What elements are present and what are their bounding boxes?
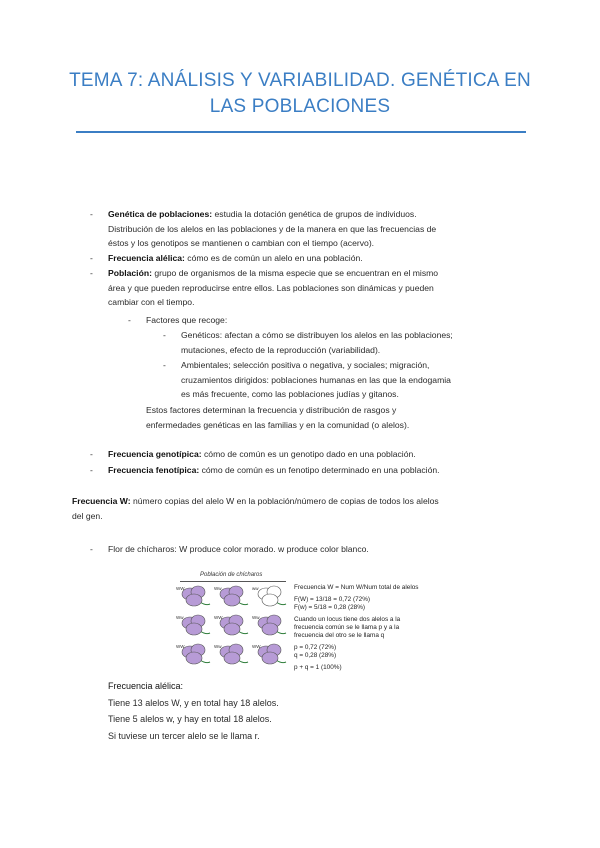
item-poblacion	[108, 266, 528, 310]
term-frec-alelica: Frecuencia alélica:	[108, 253, 185, 263]
figure-text-line: Cuando un locus tiene dos alelos a la	[294, 616, 401, 623]
figure-text-line: F(W) = 13/18 = 0,72 (72%)	[294, 596, 371, 603]
item-geneticos	[181, 328, 531, 357]
genotype-label: ww	[252, 586, 259, 591]
text-ambientales-1: Ambientales; selección positiva o negativa, y sociales; migración,	[181, 360, 430, 370]
bullet-dash: -	[90, 209, 93, 219]
text-determinan-2: enfermedades genéticas en las familias y en la comunidad (o alelos).	[146, 419, 410, 430]
term-poblacion: Población:	[108, 268, 152, 278]
figure-text-line: q = 0,28 (28%)	[294, 652, 337, 659]
pea-flower	[176, 615, 210, 635]
flower-petal	[186, 652, 202, 664]
item-frec-w	[72, 494, 532, 523]
text-frec-fenotipica: cómo de común es un fenotipo determinado en una población.	[199, 465, 440, 475]
text-genetica-1: estudia la dotación genética de grupos de individuos.	[212, 209, 417, 219]
bullet-dash: -	[90, 449, 93, 459]
pea-flower	[214, 615, 248, 635]
figure-text-line: frecuencia del otro se le llama q	[294, 632, 385, 639]
flower-grid	[174, 582, 292, 672]
text-frec-w-1: número copias del alelo W en la población/número de copias de todos los alelos	[130, 496, 439, 506]
pea-flower	[176, 586, 210, 606]
figure-caption: Población de chícharos	[200, 572, 263, 578]
text-frec-w-2: del gen.	[72, 510, 103, 521]
example-line-3: Si tuviese un tercer alelo se le llama r.	[108, 730, 260, 741]
example-block	[108, 678, 279, 744]
text-frec-genotipica: cómo de común es un genotipo dado en una población.	[201, 449, 416, 459]
item-frec-genotipica	[108, 447, 416, 462]
genotype-label: WW	[214, 615, 223, 620]
pea-flower	[214, 644, 248, 664]
bullet-dash: -	[90, 253, 93, 263]
item-genetica	[108, 207, 528, 251]
genotype-label: Ww	[214, 586, 222, 591]
flower-petal	[224, 652, 240, 664]
figure-text-line: p = 0,72 (72%)	[294, 644, 337, 651]
figure-text-line: p + q = 1 (100%)	[294, 664, 342, 671]
bullet-dash: -	[163, 330, 166, 340]
flower-petal	[224, 623, 240, 635]
flower-petal	[186, 623, 202, 635]
genotype-label: WW	[176, 586, 185, 591]
bullet-dash: -	[90, 465, 93, 475]
pea-flower	[252, 644, 286, 664]
text-poblacion-1: grupo de organismos de la misma especie que se encuentran en el mismo	[151, 268, 439, 278]
flower-petal	[262, 594, 278, 606]
text-genetica-2: Distribución de los alelos en las poblaciones y de la manera en que las frecuencias de	[108, 223, 437, 234]
title-line-2: LAS POBLACIONES	[209, 96, 391, 117]
title-line-1: TEMA 7: ANÁLISIS Y VARIABILIDAD. GENÉTICA EN	[69, 70, 531, 91]
term-frec-fenotipica: Frecuencia fenotípica:	[108, 465, 200, 475]
text-geneticos-1: Genéticos: afectan a cómo se distribuyen los alelos en las poblaciones;	[181, 330, 453, 340]
term-frec-genotipica: Frecuencia genotípica:	[108, 449, 202, 459]
figure-text-line: Frecuencia W = Num W/Num total de alelos	[294, 584, 419, 591]
figure-text-line: F(w) = 5/18 = 0,28 (28%)	[294, 604, 366, 611]
figure-text	[294, 584, 418, 672]
pea-flower-figure	[172, 568, 440, 671]
bullet-dash: -	[128, 315, 131, 325]
term-frec-w: Frecuencia W:	[72, 496, 131, 506]
text-geneticos-2: mutaciones, efecto de la reproducción (variabilidad).	[181, 344, 381, 355]
pea-flower	[252, 586, 286, 606]
text-genetica-3: éstos y los genotipos se mantienen o cambian con el tiempo (acervo).	[108, 238, 375, 249]
page-title	[60, 68, 540, 120]
item-frec-fenotipica	[108, 463, 440, 478]
genotype-label: Ww	[176, 615, 184, 620]
item-frec-alelica	[108, 251, 363, 266]
genotype-label: Ww	[252, 615, 260, 620]
text-poblacion-3: cambiar con el tiempo.	[108, 297, 195, 308]
term-genetica: Genética de poblaciones:	[108, 209, 213, 219]
text-ambientales-3: es más frecuente, como las poblaciones judías y gitanos.	[181, 389, 399, 400]
genotype-label: WW	[252, 644, 261, 649]
pea-flower	[176, 644, 210, 664]
example-heading: Frecuencia alélica:	[108, 681, 184, 691]
flower-petal	[262, 623, 278, 635]
bullet-dash: -	[163, 360, 166, 370]
text-determinan-1: Estos factores determinan la frecuencia y distribución de rasgos y	[146, 405, 397, 415]
genotype-label: WW	[176, 644, 185, 649]
text-frec-alelica: cómo es de común un alelo en una población.	[184, 253, 363, 263]
item-factores: Factores que recoge:	[146, 315, 228, 325]
flower-petal	[186, 594, 202, 606]
example-line-1: Tiene 13 alelos W, y en total hay 18 alelos.	[108, 697, 279, 708]
flower-petal	[262, 652, 278, 664]
title-underline	[76, 131, 526, 133]
figure-text-line: frecuencia común se le llama p y a la	[294, 624, 400, 631]
text-poblacion-2: área y que pueden reproducirse entre ellos. Las poblaciones son dinámicas y pueden	[108, 282, 434, 293]
pea-flower	[252, 615, 286, 635]
example-line-2: Tiene 5 alelos w, y hay en total 18 alelos.	[108, 714, 272, 724]
flower-petal	[224, 594, 240, 606]
item-flor: Flor de chícharos: W produce color morado. w produce color blanco.	[108, 544, 369, 554]
item-ambientales	[181, 358, 531, 402]
pea-flower	[214, 586, 248, 606]
item-determinan	[146, 403, 526, 432]
bullet-dash: -	[90, 544, 93, 554]
genotype-label: Ww	[214, 644, 222, 649]
text-ambientales-2: cruzamientos dirigidos: poblaciones humanas en las que la endogamia	[181, 374, 451, 385]
bullet-dash: -	[90, 268, 93, 278]
